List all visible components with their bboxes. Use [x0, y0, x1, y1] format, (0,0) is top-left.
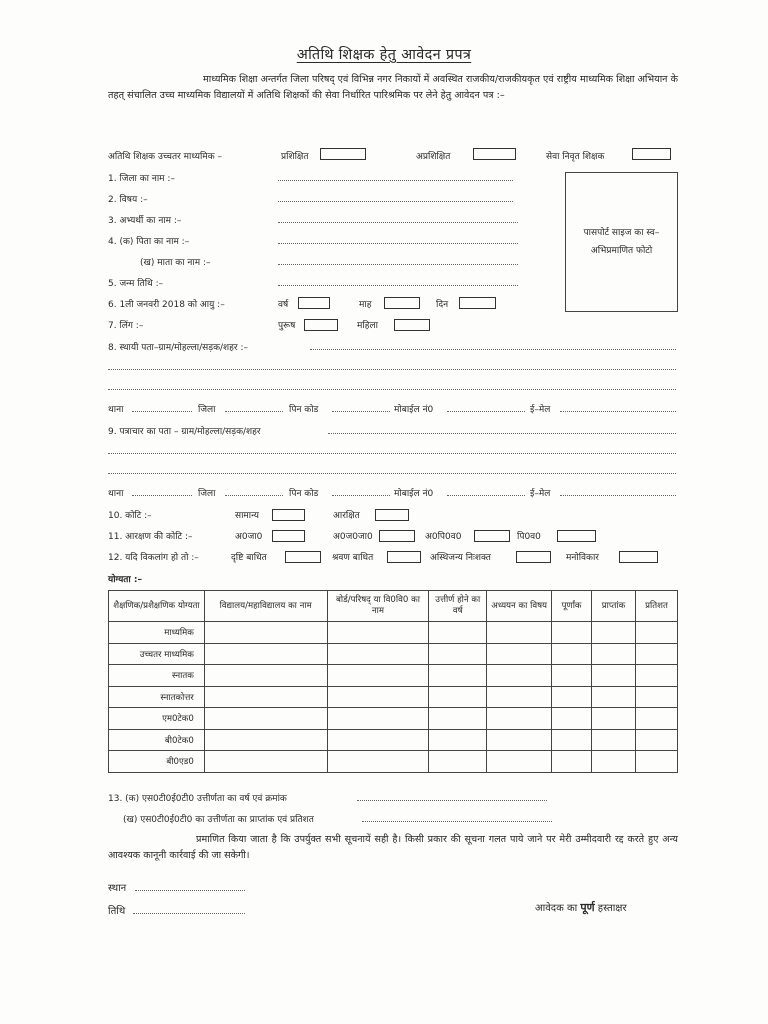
- table-row: [109, 686, 678, 708]
- district-short-label: जिला: [198, 405, 216, 415]
- permanent-address-line-1[interactable]: [310, 349, 676, 350]
- table-row: [109, 751, 678, 773]
- table-cell[interactable]: [429, 686, 487, 708]
- table-header-cell: पूर्णांक: [552, 591, 592, 622]
- email-label-2: ई–मेल: [530, 489, 551, 499]
- table-cell[interactable]: [487, 686, 552, 708]
- qualification-heading: योग्यता :–: [108, 575, 142, 585]
- male-checkbox[interactable]: [304, 319, 338, 331]
- table-cell[interactable]: [552, 708, 592, 730]
- table-cell[interactable]: [592, 665, 636, 687]
- bc-label: पि0व0: [517, 532, 541, 542]
- table-header-cell: विद्यालय/महाविद्यालय का नाम: [204, 591, 327, 622]
- permanent-address-line-3[interactable]: [108, 389, 676, 390]
- table-cell[interactable]: [487, 643, 552, 665]
- correspondence-address-line-2[interactable]: [108, 453, 676, 454]
- district-label: 1. जिला का नाम :–: [108, 174, 175, 184]
- table-cell[interactable]: [487, 751, 552, 773]
- qualification-name: स्नातकोत्तर: [109, 686, 205, 708]
- declaration-text: प्रमाणित किया जाता है कि उपर्युक्त सभी सूचनायें सही है। किसी प्रकार की सूचना गलत पाये जाने पर मेरी उम्मीदवारी रद्द करते हुए अन्य आवश्यक कानूनी कार्रवाई की जा सकेगी।: [108, 834, 678, 861]
- permanent-pin-field[interactable]: [332, 411, 390, 412]
- table-header-cell: शैक्षणिक/प्रशैक्षणिक योग्यता: [109, 591, 205, 622]
- table-cell[interactable]: [429, 751, 487, 773]
- category-label: 10. कोटि :–: [108, 511, 152, 521]
- email-label: ई–मेल: [530, 405, 551, 415]
- corr-pin-field[interactable]: [332, 495, 390, 496]
- mother-field[interactable]: [278, 264, 518, 265]
- permanent-email-field[interactable]: [560, 411, 676, 412]
- table-cell[interactable]: [552, 665, 592, 687]
- table-cell[interactable]: [204, 751, 327, 773]
- general-checkbox[interactable]: [272, 509, 305, 521]
- table-cell[interactable]: [429, 622, 487, 644]
- police-station-label-2: थाना: [108, 489, 124, 499]
- table-cell[interactable]: [635, 686, 677, 708]
- mobile-label: मोबाईल नं0: [394, 405, 434, 415]
- table-cell[interactable]: [429, 643, 487, 665]
- table-row: [109, 665, 678, 687]
- sc-checkbox[interactable]: [272, 530, 305, 542]
- stet-year-label: 13. (क) एस0टी0ई0टी0 उत्तीर्णता का वर्ष एवं क्रमांक: [108, 794, 287, 804]
- table-header-cell: प्रतिशत: [635, 591, 677, 622]
- age-label: 6. 1ली जनवरी 2018 को आयु :–: [108, 300, 225, 310]
- table-row: [109, 622, 678, 644]
- stet-year-field[interactable]: [357, 800, 547, 801]
- table-cell[interactable]: [592, 708, 636, 730]
- table-cell[interactable]: [327, 708, 429, 730]
- permanent-district-field[interactable]: [225, 411, 283, 412]
- table-cell[interactable]: [204, 708, 327, 730]
- age-month-box[interactable]: [384, 297, 420, 309]
- month-label: माह: [359, 300, 372, 310]
- pin-label-2: पिन कोड: [289, 489, 319, 499]
- day-label: दिन: [436, 300, 449, 310]
- table-row: [109, 708, 678, 730]
- qualification-table: [108, 590, 678, 773]
- table-cell[interactable]: [204, 622, 327, 644]
- permanent-address-label: 8. स्थायी पता–ग्राम/मोहल्ला/सड़क/शहर :–: [108, 343, 248, 353]
- trained-label: प्रशिक्षित: [281, 152, 309, 162]
- table-cell[interactable]: [204, 643, 327, 665]
- sc-label: अ0जा0: [235, 532, 263, 542]
- ortho-checkbox[interactable]: [516, 551, 551, 563]
- table-row: [109, 729, 678, 751]
- table-cell[interactable]: [327, 729, 429, 751]
- dob-field[interactable]: [278, 285, 518, 286]
- mental-label: मनोविकार: [566, 553, 599, 563]
- table-cell[interactable]: [552, 751, 592, 773]
- reserved-label: आरक्षित: [333, 511, 360, 521]
- place-label: स्थान: [108, 883, 127, 894]
- st-label: अ0ज0जा0: [333, 532, 373, 542]
- subject-field[interactable]: [278, 201, 513, 202]
- table-cell[interactable]: [487, 729, 552, 751]
- photo-text: पासपोर्ट साइज का स्व–अभिप्रमाणित फोटो: [583, 228, 660, 256]
- table-cell[interactable]: [204, 729, 327, 751]
- male-label: पुरूष: [278, 321, 296, 331]
- age-day-box[interactable]: [459, 297, 496, 309]
- table-cell[interactable]: [635, 665, 677, 687]
- signature-label: [535, 900, 627, 915]
- table-cell[interactable]: [429, 729, 487, 751]
- date-field[interactable]: [133, 913, 245, 914]
- gender-label: 7. लिंग :–: [108, 321, 144, 331]
- qualification-name: स्नातक: [109, 665, 205, 687]
- age-year-box[interactable]: [298, 297, 330, 309]
- table-cell[interactable]: [592, 686, 636, 708]
- table-cell[interactable]: [327, 686, 429, 708]
- st-checkbox[interactable]: [379, 530, 415, 542]
- table-row: [109, 643, 678, 665]
- general-label: सामान्य: [235, 511, 260, 521]
- hearing-label: श्रवण बाधित: [332, 553, 374, 563]
- table-header-cell: उत्तीर्ण होने का वर्ष: [429, 591, 487, 622]
- father-field[interactable]: [278, 243, 518, 244]
- hearing-checkbox[interactable]: [387, 551, 421, 563]
- retired-checkbox[interactable]: [632, 148, 671, 160]
- qualification-name: बी0एड0: [109, 751, 205, 773]
- untrained-checkbox[interactable]: [473, 148, 516, 160]
- dob-label: 5. जन्म तिथि :–: [108, 279, 164, 289]
- corr-email-field[interactable]: [560, 495, 676, 496]
- table-header-cell: प्राप्तांक: [592, 591, 636, 622]
- table-cell[interactable]: [635, 751, 677, 773]
- table-cell[interactable]: [552, 643, 592, 665]
- table-cell[interactable]: [487, 665, 552, 687]
- pin-label: पिन कोड: [289, 405, 319, 415]
- district-field[interactable]: [278, 180, 513, 181]
- corr-district-field[interactable]: [225, 495, 283, 496]
- mobile-label-2: मोबाईल नं0: [394, 489, 434, 499]
- table-header-cell: अध्ययन का विषय: [487, 591, 552, 622]
- disabled-label: 12. यदि विकलांग हो तो :–: [108, 553, 199, 563]
- table-cell[interactable]: [635, 643, 677, 665]
- mental-checkbox[interactable]: [619, 551, 658, 563]
- father-label: 4. (क) पिता का नाम :–: [108, 237, 190, 247]
- permanent-mobile-field[interactable]: [447, 411, 525, 412]
- female-label: महिला: [357, 321, 378, 331]
- table-cell[interactable]: [429, 665, 487, 687]
- table-cell[interactable]: [552, 729, 592, 751]
- table-cell[interactable]: [552, 686, 592, 708]
- table-cell[interactable]: [204, 665, 327, 687]
- subject-label: 2. विषय :–: [108, 195, 148, 205]
- teacher-type-label: अतिथि शिक्षक उच्चतर माध्यमिक –: [108, 152, 222, 162]
- table-cell[interactable]: [592, 622, 636, 644]
- signature-suffix: हस्ताक्षर: [597, 903, 627, 914]
- obc-label: अ0पि0व0: [425, 532, 462, 542]
- table-cell[interactable]: [429, 708, 487, 730]
- table-cell[interactable]: [592, 751, 636, 773]
- place-field[interactable]: [135, 890, 245, 891]
- table-header-row: [109, 591, 678, 622]
- candidate-label: 3. अभ्यर्थी का नाम :–: [108, 216, 182, 226]
- female-checkbox[interactable]: [394, 319, 430, 331]
- table-cell[interactable]: [592, 643, 636, 665]
- correspondence-address-label: 9. पत्राचार का पता – ग्राम/मोहल्ला/सड़क/शहर: [108, 427, 261, 437]
- visual-label: दृष्टि बाधित: [231, 553, 267, 563]
- mother-label: (ख) माता का नाम :–: [140, 258, 211, 268]
- corr-mobile-field[interactable]: [447, 495, 525, 496]
- stet-marks-label: (ख) एस0टी0ई0टी0 का उत्तीर्णता का प्राप्तांक एवं प्रतिशत: [123, 815, 314, 825]
- qualification-name: एम0टेक0: [109, 708, 205, 730]
- signature-bold: पूर्ण: [580, 901, 595, 914]
- trained-checkbox[interactable]: [320, 148, 366, 160]
- table-cell[interactable]: [327, 643, 429, 665]
- untrained-label: अप्रशिक्षित: [416, 152, 451, 162]
- table-cell[interactable]: [487, 708, 552, 730]
- correspondence-address-line-3[interactable]: [108, 473, 676, 474]
- form-title: अतिथि शिक्षक हेतु आवेदन प्रपत्र: [296, 47, 472, 63]
- permanent-address-line-2[interactable]: [108, 369, 676, 370]
- intro-paragraph: माध्यमिक शिक्षा अन्तर्गत जिला परिषद् एवं विभिन्न नगर निकायों में अवस्थित राजकीय/राजकीयकृत एवं राष्ट्रीय माध्यमिक शिक्षा अभियान के तहत् संचालित उच्च माध्यमिक विद्यालयों में अतिथि शिक्षकों की सेवा निर्धारित पारिश्रमिक पर लेने हेतु आवेदन पत्र :–: [108, 74, 678, 101]
- obc-checkbox[interactable]: [474, 530, 510, 542]
- table-cell[interactable]: [327, 751, 429, 773]
- table-cell[interactable]: [552, 622, 592, 644]
- police-station-label: थाना: [108, 405, 124, 415]
- qualification-name: बी0टेक0: [109, 729, 205, 751]
- ortho-label: अस्थिजन्य निःशक्त: [430, 553, 491, 563]
- corr-police-station-field[interactable]: [132, 495, 192, 496]
- reservation-label: 11. आरक्षण की कोटि :–: [108, 532, 193, 542]
- date-label: तिथि: [108, 906, 126, 917]
- signature-prefix: आवेदक का: [535, 903, 578, 914]
- photo-box: [565, 172, 678, 312]
- correspondence-address-line-1[interactable]: [328, 433, 676, 434]
- candidate-field[interactable]: [278, 222, 518, 223]
- table-cell[interactable]: [204, 686, 327, 708]
- district-short-label-2: जिला: [198, 489, 216, 499]
- table-cell[interactable]: [635, 729, 677, 751]
- qualification-name: उच्चतर माध्यमिक: [109, 643, 205, 665]
- table-cell[interactable]: [487, 622, 552, 644]
- bc-checkbox[interactable]: [557, 530, 596, 542]
- visual-checkbox[interactable]: [285, 551, 321, 563]
- table-cell[interactable]: [327, 665, 429, 687]
- stet-marks-field[interactable]: [362, 821, 552, 822]
- table-cell[interactable]: [592, 729, 636, 751]
- table-cell[interactable]: [635, 622, 677, 644]
- retired-label: सेवा निवृत शिक्षक: [546, 152, 605, 162]
- table-cell[interactable]: [327, 622, 429, 644]
- qualification-name: माध्यमिक: [109, 622, 205, 644]
- reserved-checkbox[interactable]: [375, 509, 409, 521]
- year-label: वर्ष: [278, 300, 289, 310]
- police-station-field[interactable]: [132, 411, 192, 412]
- table-header-cell: बोर्ड/परिषद् या वि0वि0 का नाम: [327, 591, 429, 622]
- table-cell[interactable]: [635, 708, 677, 730]
